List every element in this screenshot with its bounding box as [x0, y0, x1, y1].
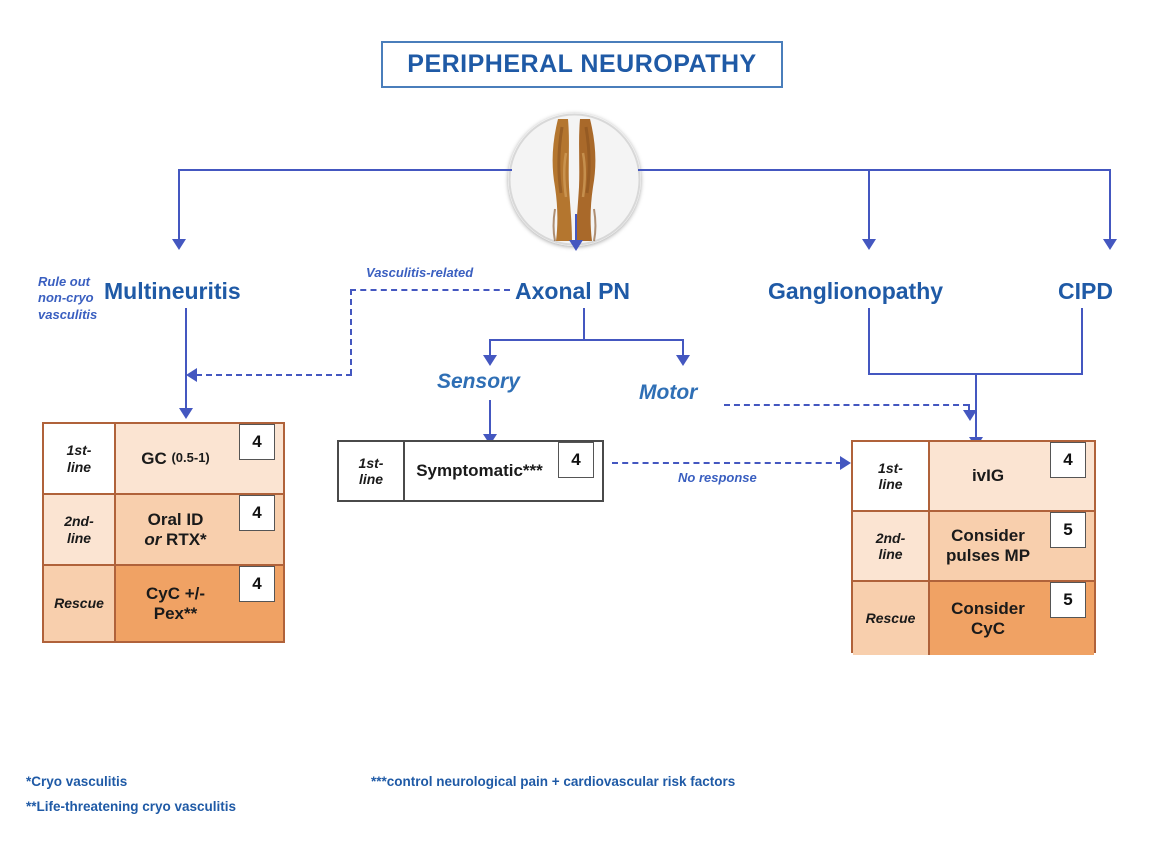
vasculitis-dashed-arrow	[186, 368, 197, 382]
bus-line-right	[638, 169, 1110, 171]
row-line-label-part-1: Rescue	[865, 610, 916, 627]
row-line-label-part-2: line	[878, 476, 903, 492]
row-treatment-line-1: Oral ID	[147, 509, 204, 529]
label-motor: Motor	[639, 381, 698, 404]
row-line-label-part-1: 2nd-	[64, 513, 94, 530]
row-level-of-evidence: 4	[1050, 442, 1086, 478]
row-treatment-conjunction: or	[144, 529, 162, 549]
vasculitis-dashed-top	[350, 289, 510, 291]
row-treatment-line-2: CyC	[970, 618, 1005, 638]
row-line-label-part-2: line	[66, 458, 92, 475]
row-line-label-part-2: line	[358, 471, 384, 487]
table-row	[339, 442, 602, 500]
row-treatment	[116, 495, 235, 564]
row-line-label	[853, 582, 930, 655]
table-row	[44, 566, 283, 641]
table-axonal	[337, 440, 604, 502]
row-level-of-evidence: 4	[239, 424, 275, 460]
row-treatment-text: GC	[141, 448, 167, 468]
row-line-label-part-2: line	[66, 529, 92, 546]
branch-label-ganglionopathy: Ganglionopathy	[768, 278, 944, 304]
drop-cipd	[1109, 169, 1111, 241]
no-response-arrow	[840, 456, 851, 470]
no-response-dashed-line	[612, 462, 842, 464]
arrow-cipd	[1103, 239, 1117, 250]
sensory-to-table-line	[489, 400, 491, 436]
note-rule-out-line-3: vasculitis	[38, 306, 98, 322]
axonal-split-bus	[489, 339, 683, 341]
row-level-of-evidence: 4	[239, 566, 275, 602]
row-treatment-line-2: Pex**	[153, 603, 198, 623]
row-treatment-line-2: pulses MP	[945, 546, 1031, 565]
row-line-label-part-1: 2nd-	[875, 529, 906, 546]
row-level-of-evidence: 4	[558, 442, 594, 478]
row-line-label	[44, 566, 116, 641]
row-treatment	[405, 442, 554, 500]
row-line-label	[853, 512, 930, 580]
arrow-sensory	[483, 355, 497, 366]
row-level-of-evidence: 4	[239, 495, 275, 531]
multineuritis-to-table-arrow	[179, 408, 193, 419]
drop-ganglionopathy	[868, 169, 870, 241]
arrow-ganglionopathy	[862, 239, 876, 250]
row-line-label	[44, 424, 116, 493]
row-line-label-part-1: Rescue	[54, 595, 104, 612]
row-line-label-part-1: 1st-	[66, 442, 92, 459]
drop-axonal	[575, 214, 577, 242]
row-treatment	[930, 512, 1046, 580]
row-line-label	[853, 442, 930, 510]
page-title-text: PERIPHERAL NEUROPATHY	[407, 50, 757, 78]
arrow-axonal	[569, 240, 583, 251]
row-line-label-part-1: 1st-	[878, 459, 903, 476]
row-line-label	[339, 442, 405, 500]
cipd-merge-right	[1081, 308, 1083, 374]
row-treatment-dose: (0.5-1)	[171, 450, 210, 466]
table-row	[853, 512, 1094, 582]
row-treatment	[930, 582, 1046, 655]
row-line-label	[44, 495, 116, 564]
motor-dashed-line	[724, 404, 969, 406]
footnote-one: *Cryo vasculitis	[26, 774, 128, 789]
ganglio-merge-left	[868, 308, 870, 374]
table-ganglionopathy	[851, 440, 1096, 653]
row-line-label-part-1: 1st-	[358, 454, 384, 471]
bus-line-left	[178, 169, 512, 171]
vasculitis-dashed-vertical	[350, 289, 352, 375]
label-vasculitis-related: Vasculitis-related	[366, 265, 474, 280]
drop-multineuritis	[178, 169, 180, 241]
vasculitis-dashed-bottom	[196, 374, 352, 376]
row-line-label-part-2: line	[878, 546, 903, 562]
row-treatment-line-1: Consider	[951, 526, 1025, 546]
branch-label-axonal-pn: Axonal PN	[515, 278, 631, 304]
row-level-of-evidence: 5	[1050, 582, 1086, 618]
table-row	[44, 495, 283, 566]
row-treatment-line-1: ivIG	[971, 466, 1005, 486]
table-row	[44, 424, 283, 495]
row-treatment-line-2: RTX*	[166, 529, 207, 549]
row-treatment	[116, 424, 235, 493]
arrow-multineuritis	[172, 239, 186, 250]
row-treatment-line-1: CyC +/-	[145, 583, 206, 603]
axonal-split-stem	[583, 308, 585, 340]
row-treatment	[930, 442, 1046, 510]
multineuritis-to-table-line	[185, 308, 187, 410]
branch-label-cipd: CIPD	[1058, 278, 1113, 304]
note-rule-out-line-2: non-cryo	[38, 290, 94, 306]
table-multineuritis	[42, 422, 285, 643]
page-title	[381, 41, 783, 88]
arrow-motor	[676, 355, 690, 366]
label-sensory: Sensory	[437, 370, 520, 393]
footnote-two: **Life-threatening cryo vasculitis	[26, 799, 237, 814]
row-level-of-evidence: 5	[1050, 512, 1086, 548]
ganglio-merge-drop	[975, 373, 977, 439]
branch-label-multineuritis: Multineuritis	[104, 278, 241, 304]
label-no-response: No response	[678, 470, 757, 485]
note-rule-out-line-1: Rule out	[38, 274, 90, 289]
row-treatment	[116, 566, 235, 641]
footnote-three: ***control neurological pain + cardiovascular risk factors	[371, 774, 736, 789]
table-row	[853, 582, 1094, 655]
row-treatment-line-1: Symptomatic***	[416, 461, 543, 481]
row-treatment-line-1: Consider	[951, 598, 1025, 618]
note-rule-out	[38, 274, 97, 323]
table-row	[853, 442, 1094, 512]
